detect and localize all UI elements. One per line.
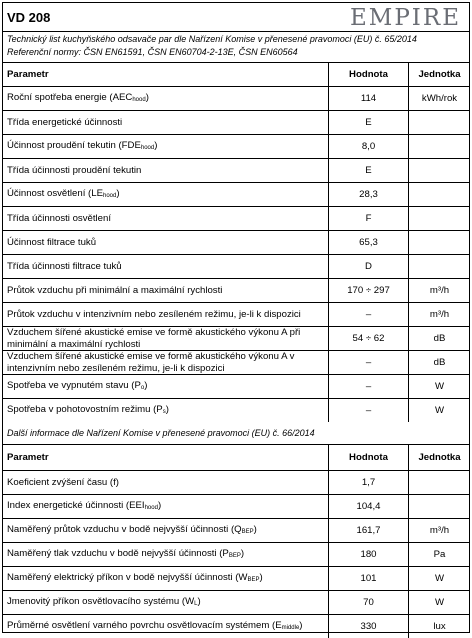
parameter-subscript: BEP: [228, 552, 241, 559]
table-row: [3, 206, 469, 230]
parameter-text: Roční spotřeba energie (AEC: [7, 91, 133, 103]
table-row: [3, 302, 469, 326]
value-cell: E: [328, 111, 408, 134]
table-row: [3, 518, 469, 542]
unit-cell: W: [408, 399, 470, 422]
table-row: [3, 278, 469, 302]
parameter-text: Třída účinnosti filtrace tuků: [7, 260, 122, 272]
table-row: [3, 566, 469, 590]
header-parametr: Parametr: [7, 451, 49, 463]
value-cell: 54 ÷ 62: [328, 327, 408, 350]
value-cell: D: [328, 255, 408, 278]
table-row: [3, 398, 469, 422]
parameter-text: Třída účinnosti osvětlení: [7, 212, 111, 224]
parameter-text: Průtok vzduchu v intenzivním nebo zesíleném režimu, je-li k dispozici: [7, 308, 301, 320]
table-row: [3, 614, 469, 638]
table-row: [3, 374, 469, 398]
value-cell: 28,3: [328, 183, 408, 206]
table-row: [3, 470, 469, 494]
value-cell: 114: [328, 87, 408, 110]
parameter-label: [3, 375, 327, 398]
parameter-label: [3, 231, 327, 254]
parameter-subscript: middle: [281, 624, 300, 631]
value-cell: 101: [328, 567, 408, 590]
parameter-text: Průtok vzduchu při minimální a maximální rychlosti: [7, 284, 223, 296]
parameter-subscript: hood: [144, 504, 158, 511]
unit-cell: [408, 495, 470, 518]
unit-cell: [408, 231, 470, 254]
parameter-text-tail: ): [165, 403, 169, 415]
value-cell: 330: [328, 615, 408, 638]
header-jednotka: Jednotka: [408, 445, 470, 470]
header-hodnota: Hodnota: [328, 63, 408, 86]
parameter-text: Naměřený tlak vzduchu v bodě nejvyšší účinnosti (P: [7, 547, 229, 559]
parameter-label: [3, 471, 327, 494]
unit-cell: [408, 207, 470, 230]
unit-cell: m³/h: [408, 519, 470, 542]
parameter-label: [3, 567, 327, 590]
value-cell: 104,4: [328, 495, 408, 518]
parameter-label: [3, 399, 327, 422]
unit-cell: m³/h: [408, 279, 470, 302]
parameter-text: Účinnost proudění tekutin (FDE: [7, 139, 141, 151]
parameter-label: [3, 543, 327, 566]
parameter-text-tail: ): [197, 595, 201, 607]
unit-cell: kWh/rok: [408, 87, 470, 110]
parameter-label: [3, 495, 327, 518]
table-row: [3, 86, 469, 110]
energy-parameters-table: [3, 62, 469, 422]
parameter-text: Třída účinnosti proudění tekutin: [7, 164, 142, 176]
header-parametr: Parametr: [7, 68, 49, 80]
parameter-label: [3, 87, 327, 110]
header-jednotka: Jednotka: [408, 63, 470, 86]
table-row: [3, 254, 469, 278]
standards-note: Referenční normy: ČSN EN61591, ČSN EN60704-2-13E, ČSN EN60564: [7, 47, 298, 57]
parameter-label: [3, 159, 327, 182]
table-row: [3, 326, 469, 350]
table-row: [3, 542, 469, 566]
header-hodnota: Hodnota: [328, 445, 408, 470]
unit-cell: [408, 111, 470, 134]
unit-cell: [408, 183, 470, 206]
unit-cell: [408, 255, 470, 278]
unit-cell: W: [408, 591, 470, 614]
unit-cell: lux: [408, 615, 470, 638]
parameter-label: [3, 111, 327, 134]
regulation-note: Technický list kuchyňského odsavače par dle Nařízení Komise v přenesené pravomoci (EU) č. 65/2014: [7, 34, 417, 44]
parameter-text-tail: ): [240, 547, 245, 559]
parameter-subscript: hood: [102, 192, 117, 199]
table-row: [3, 350, 469, 374]
parameter-text: Spotřeba ve vypnutém stavu (P: [7, 379, 141, 391]
parameter-label: [3, 591, 327, 614]
table-row: [3, 158, 469, 182]
parameter-text: Naměřený elektrický příkon v bodě nejvyšší účinnosti (W: [7, 571, 248, 583]
parameter-text: Vzduchem šířené akustické emise ve formě akustického výkonu A při minimální a maximální rychlosti: [7, 326, 301, 350]
parameter-subscript: BEP: [241, 528, 254, 535]
value-cell: 161,7: [328, 519, 408, 542]
parameter-label: [3, 351, 327, 374]
table-row: [3, 230, 469, 254]
unit-cell: W: [408, 567, 470, 590]
model-name: VD 208: [7, 10, 51, 25]
value-cell: 70: [328, 591, 408, 614]
unit-cell: Pa: [408, 543, 470, 566]
parameter-text: Jmenovitý příkon osvětlovacího systému (W: [7, 595, 195, 607]
parameter-text-tail: ): [145, 91, 149, 103]
parameter-subscript: L: [194, 600, 198, 607]
parameter-label: [3, 279, 327, 302]
value-cell: 180: [328, 543, 408, 566]
parameter-subscript: o: [140, 384, 145, 391]
parameter-subscript: BEP: [247, 576, 260, 583]
parameter-label: [3, 303, 327, 326]
parameter-subscript: s: [162, 408, 166, 415]
unit-cell: [408, 159, 470, 182]
table-header-row: [3, 62, 469, 86]
parameter-text-tail: ): [299, 619, 303, 631]
unit-cell: dB: [408, 351, 470, 374]
table-row: [3, 590, 469, 614]
brand-logo: EMPIRE: [349, 5, 461, 31]
parameter-text-tail: ): [259, 571, 263, 583]
parameter-label: [3, 183, 327, 206]
parameter-label: [3, 327, 327, 350]
parameter-text: Spotřeba v pohotovostním režimu (P: [7, 403, 163, 415]
value-cell: –: [328, 303, 408, 326]
additional-info-note: Další informace dle Nařízení Komise v přenesené pravomoci (EU) č. 66/2014: [7, 428, 315, 438]
parameter-text: Účinnost osvětlení (LE: [7, 187, 103, 199]
unit-cell: W: [408, 375, 470, 398]
parameter-text: Index energetické účinnosti (EEI: [7, 499, 145, 511]
value-cell: F: [328, 207, 408, 230]
unit-cell: dB: [408, 327, 470, 350]
table-header-row: [3, 444, 469, 470]
unit-cell: m³/h: [408, 303, 470, 326]
parameter-label: [3, 519, 327, 542]
parameter-text: Třída energetické účinnosti: [7, 116, 123, 128]
value-cell: 170 ÷ 297: [328, 279, 408, 302]
value-cell: –: [328, 375, 408, 398]
parameter-text: Průměrné osvětlení varného povrchu osvětlovacím systémem (E: [7, 619, 282, 631]
value-cell: –: [328, 351, 408, 374]
parameter-text: Vzduchem šířené akustické emise ve formě akustického výkonu A v intenzivním nebo zesíleném režimu, je-li k dispozici: [7, 350, 295, 374]
value-cell: 1,7: [328, 471, 408, 494]
value-cell: 8,0: [328, 135, 408, 158]
table-row: [3, 110, 469, 134]
value-cell: 65,3: [328, 231, 408, 254]
parameter-label: [3, 135, 327, 158]
parameter-text-tail: ): [116, 187, 120, 199]
parameter-text: Účinnost filtrace tuků: [7, 236, 97, 248]
table-row: [3, 134, 469, 158]
parameter-text-tail: ): [154, 139, 158, 151]
unit-cell: [408, 471, 470, 494]
parameter-text: Koeficient zvýšení času (f): [7, 476, 119, 488]
parameter-text-tail: ): [253, 523, 257, 535]
value-cell: –: [328, 399, 408, 422]
parameter-label: [3, 207, 327, 230]
value-cell: E: [328, 159, 408, 182]
parameter-text-tail: ): [144, 379, 148, 391]
energy-label-sheet: [2, 2, 470, 633]
parameter-subscript: hood: [140, 144, 155, 151]
parameter-label: [3, 255, 327, 278]
table-row: [3, 182, 469, 206]
sheet-header: [3, 3, 469, 32]
parameter-text: Naměřený průtok vzduchu v bodě nejvyšší účinnosti (Q: [7, 523, 242, 535]
parameter-text-tail: ): [157, 499, 162, 511]
unit-cell: [408, 135, 470, 158]
additional-parameters-table: [3, 444, 469, 638]
table-row: [3, 494, 469, 518]
parameter-subscript: hood: [132, 96, 146, 103]
